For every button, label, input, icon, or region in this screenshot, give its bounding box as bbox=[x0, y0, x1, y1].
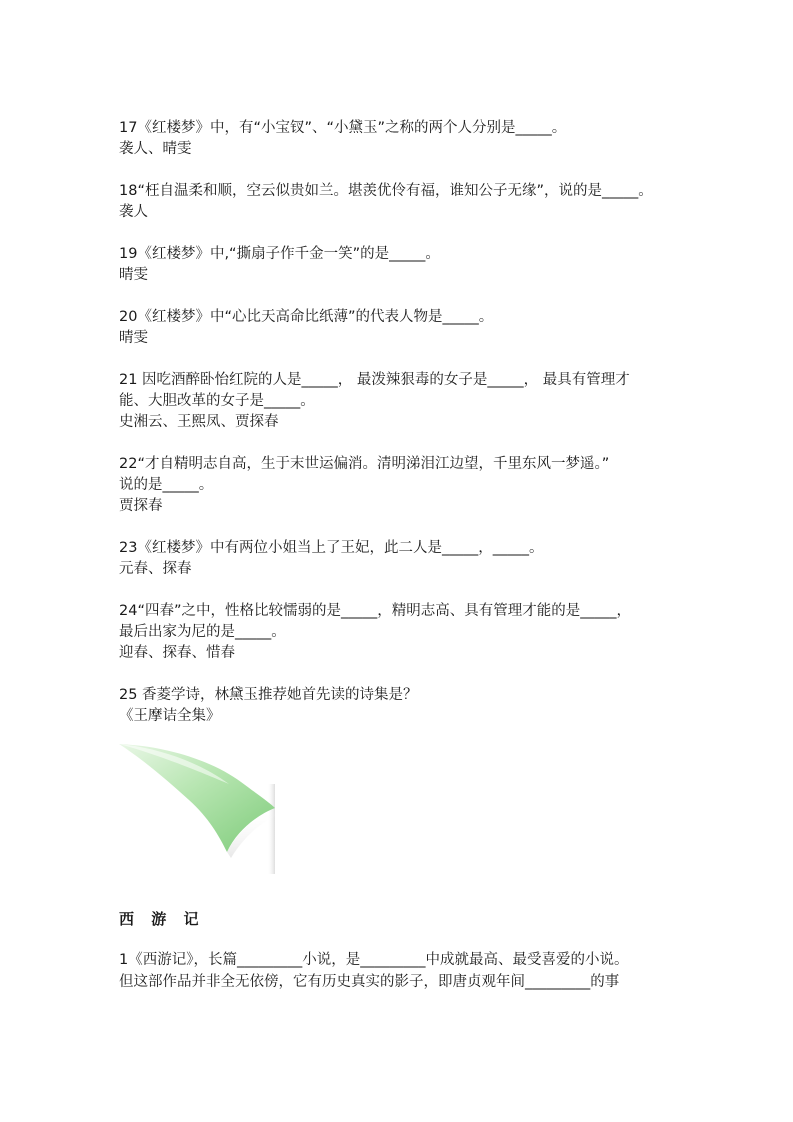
question-17: 17《红楼梦》中，有“小宝钗”、“小黛玉”之称的两个人分别是_____。 bbox=[119, 120, 567, 136]
question-25: 25 香菱学诗，林黛玉推荐她首先读的诗集是？ bbox=[119, 687, 418, 703]
answer-24: 迎春、探春、惜春 bbox=[119, 645, 235, 661]
answer-25: 《王摩诘全集》 bbox=[119, 708, 221, 724]
question-22-line-1: 22“才自精明志自高，生于末世运偏消。清明涕泪江边望，千里东风一梦遥。” bbox=[119, 456, 610, 472]
xyj-question-1-line-1: 1《西游记》，长篇_________小说，是_________中成就最高、最受喜爱的小说。 bbox=[119, 952, 629, 968]
question-21-line-1: 21 因吃酒醉卧怡红院的人是_____， 最泼辣狠毒的女子是_____， 最具有管理才 bbox=[119, 372, 630, 388]
answer-18: 袭人 bbox=[119, 204, 148, 220]
section-title: 西 游 记 bbox=[119, 910, 205, 928]
answer-21: 史湘云、王熙凤、贾探春 bbox=[119, 414, 279, 430]
question-19: 19《红楼梦》中,“撕扇子作千金一笑”的是_____。 bbox=[119, 246, 440, 262]
question-24-line-2: 最后出家为尼的是_____。 bbox=[119, 624, 286, 640]
answer-17: 袭人、晴雯 bbox=[119, 141, 192, 157]
answer-22: 贾探春 bbox=[119, 498, 163, 514]
page-curl-graphic bbox=[119, 744, 279, 874]
answer-20: 晴雯 bbox=[119, 330, 148, 346]
xyj-question-1-line-2: 但这部作品并非全无依傍，它有历史真实的影子，即唐贞观年间_________的事 bbox=[119, 974, 620, 990]
answer-19: 晴雯 bbox=[119, 267, 148, 283]
question-24-line-1: 24“四春”之中，性格比较懦弱的是_____，精明志高、具有管理才能的是_____， bbox=[119, 603, 631, 619]
question-23: 23《红楼梦》中有两位小姐当上了王妃，此二人是_____，_____。 bbox=[119, 540, 544, 556]
question-21-line-2: 能、大胆改革的女子是_____。 bbox=[119, 393, 315, 409]
answer-23: 元春、探春 bbox=[119, 561, 192, 577]
question-22-line-2: 说的是_____。 bbox=[119, 477, 214, 493]
question-20: 20《红楼梦》中“心比天高命比纸薄”的代表人物是_____。 bbox=[119, 309, 494, 325]
question-18: 18“枉自温柔和顺，空云似贵如兰。堪羡优伶有福，谁知公子无缘”，说的是_____。 bbox=[119, 183, 653, 199]
